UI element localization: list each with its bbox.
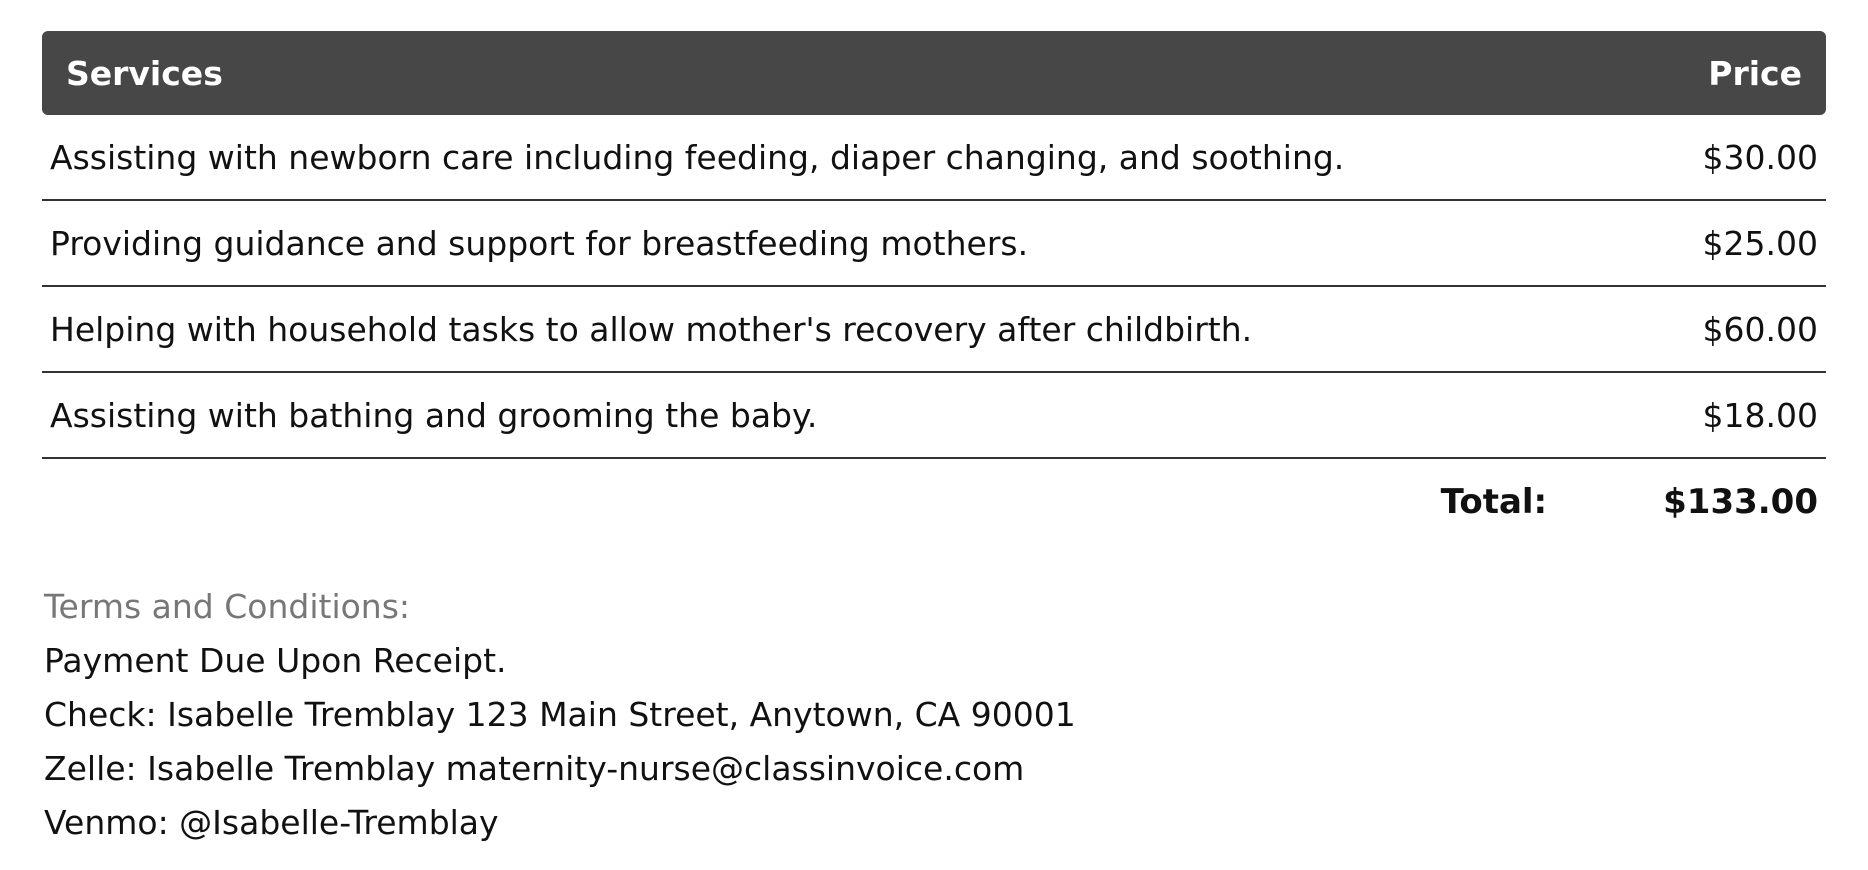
terms-section: [44, 580, 1644, 850]
terms-line-venmo: Venmo: @Isabelle-Tremblay: [44, 803, 499, 842]
service-price: $25.00: [1702, 223, 1818, 263]
total-row: [42, 459, 1826, 545]
table-header: [42, 31, 1826, 115]
table-row: [42, 373, 1826, 459]
table-row: [42, 115, 1826, 201]
total-label: Total:: [1440, 482, 1548, 522]
service-price: $60.00: [1702, 309, 1818, 349]
price-column-header: Price: [1708, 53, 1802, 93]
services-table: [42, 31, 1826, 545]
terms-line-payment: Payment Due Upon Receipt.: [44, 641, 507, 680]
table-row: [42, 287, 1826, 373]
service-description: Providing guidance and support for breastfeeding mothers.: [50, 223, 1029, 263]
service-description: Assisting with newborn care including feeding, diaper changing, and soothing.: [50, 137, 1345, 177]
service-price: $18.00: [1702, 395, 1818, 435]
table-row: [42, 201, 1826, 287]
services-column-header: Services: [66, 53, 223, 93]
total-value: $133.00: [1663, 482, 1818, 522]
service-price: $30.00: [1702, 137, 1818, 177]
service-description: Assisting with bathing and grooming the baby.: [50, 395, 818, 435]
terms-line-zelle: Zelle: Isabelle Tremblay maternity-nurse@classinvoice.com: [44, 749, 1025, 788]
service-description: Helping with household tasks to allow mother's recovery after childbirth.: [50, 309, 1253, 349]
terms-line-check: Check: Isabelle Tremblay 123 Main Street, Anytown, CA 90001: [44, 695, 1076, 734]
terms-title: Terms and Conditions:: [44, 587, 411, 626]
